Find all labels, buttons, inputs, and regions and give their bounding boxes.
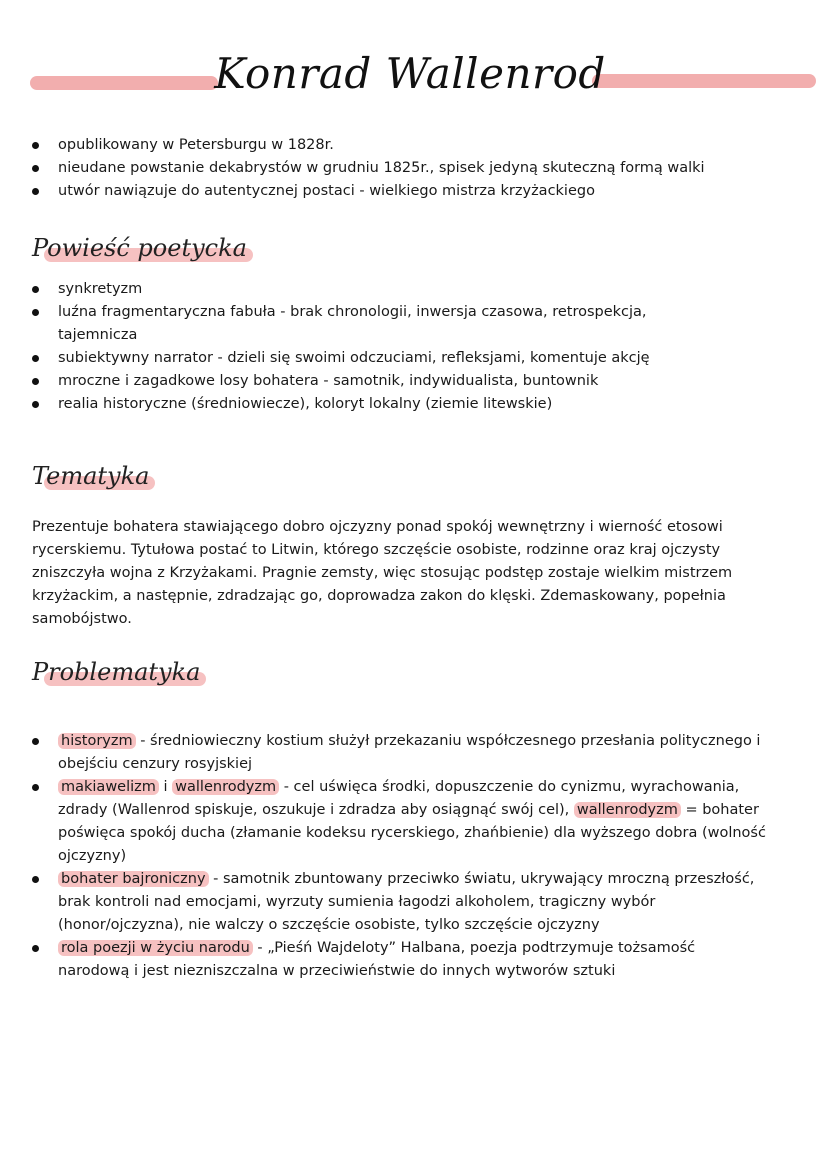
- highlight-term: wallenrodyzm: [574, 802, 681, 818]
- item-text: - cel uświęca środki, dopuszczenie do cynizmu, wyrachowania, zdrady (Wallenrod spiskuje, oszukuje i zdradza aby osiągnąć swój cel),: [58, 779, 740, 818]
- title-decor-right: [592, 74, 816, 88]
- page-title: Konrad Wallenrod: [214, 49, 606, 98]
- list-item: mroczne i zagadkowe losy bohatera - samotnik, indywidualista, buntownik: [28, 370, 678, 393]
- section-heading-problematyka: Problematyka: [32, 652, 200, 692]
- tematyka-paragraph: Prezentuje bohatera stawiającego dobro ojczyzny ponad spokój wewnętrzny i wierność etosowi rycerskiemu. Tytułowa postać to Litwin, którego szczęście osobiste, rodzinne oraz kraj ojczysty zniszczyła wojna z Krzyżakami. Pragnie zemsty, więc stosując podstęp zostaje wielkim mistrzem krzyżackim, a następnie, zdradzając go, doprowadza zakon do klęski. Zdemaskowany, popełnia samobójstwo.: [32, 519, 733, 627]
- list-item: opublikowany w Petersburgu w 1828r.: [28, 134, 798, 157]
- highlight-term: bohater bajroniczny: [58, 871, 209, 887]
- highlight-term: rola poezji w życiu narodu: [58, 940, 253, 956]
- list-item: [28, 868, 768, 937]
- item-text: - „Pieśń Wajdeloty” Halbana, poezja podtrzymuje tożsamość narodową i jest niezniszczalna w przeciwieństwie do innych wytworów sztuki: [58, 940, 696, 979]
- list-item: utwór nawiązuje do autentycznej postaci - wielkiego mistrza krzyżackiego: [28, 180, 798, 203]
- powiesc-list: [28, 278, 678, 416]
- list-item: luźna fragmentaryczna fabuła - brak chronologii, inwersja czasowa, retrospekcja, tajemnicza: [28, 301, 678, 347]
- list-item: [28, 937, 768, 983]
- item-text: - samotnik zbuntowany przeciwko światu, ukrywający mroczną przeszłość, brak kontroli nad emocjami, wyrzuty sumienia łagodzi alkoholem, tragiczny wybór (honor/ojczyzna), nie walczy o szczęście osobiste, tylko szczęście ojczyzny: [58, 871, 755, 933]
- problematyka-list: [28, 730, 768, 983]
- list-item: subiektywny narrator - dzieli się swoimi odczuciami, refleksjami, komentuje akcję: [28, 347, 678, 370]
- list-item: nieudane powstanie dekabrystów w grudniu 1825r., spisek jedyną skuteczną formą walki: [28, 157, 798, 180]
- item-text: = bohater poświęca spokój ducha (złamanie kodeksu rycerskiego, zhańbienie) dla wyższego dobra (wolność ojczyzny): [58, 802, 766, 864]
- section-heading-tematyka: Tematyka: [32, 456, 149, 496]
- highlight-term: historyzm: [58, 733, 136, 749]
- list-item: [28, 776, 768, 868]
- item-conj: i: [158, 779, 173, 795]
- title-decor-left: [30, 76, 218, 90]
- highlight-term: makiawelizm: [58, 779, 159, 795]
- intro-list: [28, 134, 798, 203]
- item-text: - średniowieczny kostium służył przekazaniu współczesnego przesłania politycznego i obejściu cenzury rosyjskiej: [58, 733, 761, 772]
- list-item: [28, 730, 768, 776]
- list-item: realia historyczne (średniowiecze), koloryt lokalny (ziemie litewskie): [28, 393, 678, 416]
- section-heading-powiesc: Powieść poetycka: [32, 228, 247, 268]
- highlight-term: wallenrodyzm: [172, 779, 279, 795]
- list-item: synkretyzm: [28, 278, 678, 301]
